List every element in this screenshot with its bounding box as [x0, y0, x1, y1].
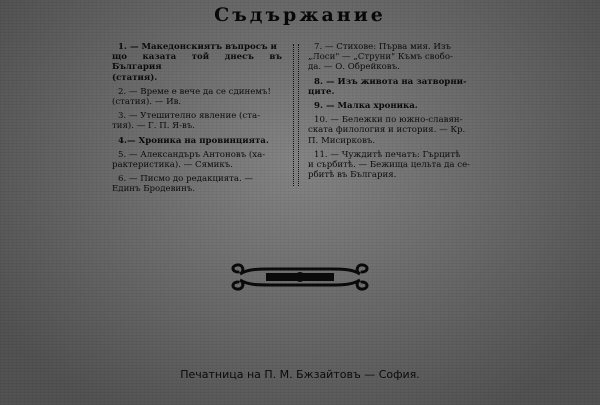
contents-entry-line: 2. — Време е вече да се сдинемъ!: [118, 86, 271, 97]
contents-entry-line: и сърбитѣ. — Бежища цельта да се-: [308, 160, 471, 171]
contents-entry-line: Единъ Бродевинъ.: [112, 184, 196, 195]
contents-entry-line: 9. — Малка хроника.: [314, 101, 418, 112]
page-title: Съдържание: [214, 4, 386, 26]
contents-entry: [308, 150, 478, 181]
contents-entry-line: (статия).: [112, 72, 158, 83]
contents-entry: [112, 136, 282, 146]
contents-entry: [308, 77, 478, 97]
contents-entry: [112, 150, 282, 170]
contents-entry: [112, 42, 282, 83]
column-divider: [293, 44, 299, 186]
ornament-flourish-icon: [228, 263, 372, 291]
contents-entry-line: ците.: [308, 86, 335, 97]
contents-left-column: [112, 42, 282, 199]
contents-entry-line: тия). — Г. П. Я-въ.: [112, 121, 196, 132]
contents-entry-line: да. — О. Обрейковъ.: [308, 62, 400, 73]
contents-entry: [308, 115, 478, 146]
contents-entry-line: 4.— Хроника на провинцията.: [118, 135, 269, 146]
contents-entry-line: ската филология и история. — Кр.: [308, 125, 466, 136]
contents-entry-line: (статия). — Ив.: [112, 97, 182, 108]
printer-imprint: Печатница на П. М. Бжзайтовъ — София.: [180, 368, 420, 381]
contents-entry-line: 6. — Писмо до редакцията. —: [118, 174, 254, 185]
contents-entry-line: 11. — Чуждитѣ печатъ: Гърцитѣ: [314, 149, 461, 160]
contents-entry-line: 7. — Стихове: Първа мия. Изъ: [314, 42, 451, 52]
contents-entry-line: 3. — Утешително явление (ста-: [118, 111, 260, 122]
contents-entry-line: П. Мисирковъ.: [308, 135, 376, 146]
contents-right-column: [308, 42, 478, 184]
contents-entry-line: рактеристика). — Сямикъ.: [112, 160, 233, 171]
contents-entry-line: „Лоси" — „Струни" Къмъ свобо-: [308, 52, 453, 63]
contents-entry: [308, 42, 478, 73]
contents-entry: [112, 174, 282, 194]
contents-entry-line: 1. — Македонскиятъ въпросъ и: [118, 42, 277, 52]
contents-entry-line: 10. — Бележки по южно-славян-: [314, 115, 463, 126]
contents-entry: [112, 87, 282, 107]
contents-entry-line: 5. — Александъръ Антоновъ (ха-: [118, 149, 266, 160]
contents-entry: [112, 111, 282, 131]
contents-entry-line: що казата той днесъ въ България: [112, 52, 282, 73]
contents-entry-line: 8. — Изъ живота на затворни-: [314, 76, 467, 87]
contents-entry-line: рбитѣ въ България.: [308, 170, 397, 181]
contents-entry: [308, 101, 478, 111]
